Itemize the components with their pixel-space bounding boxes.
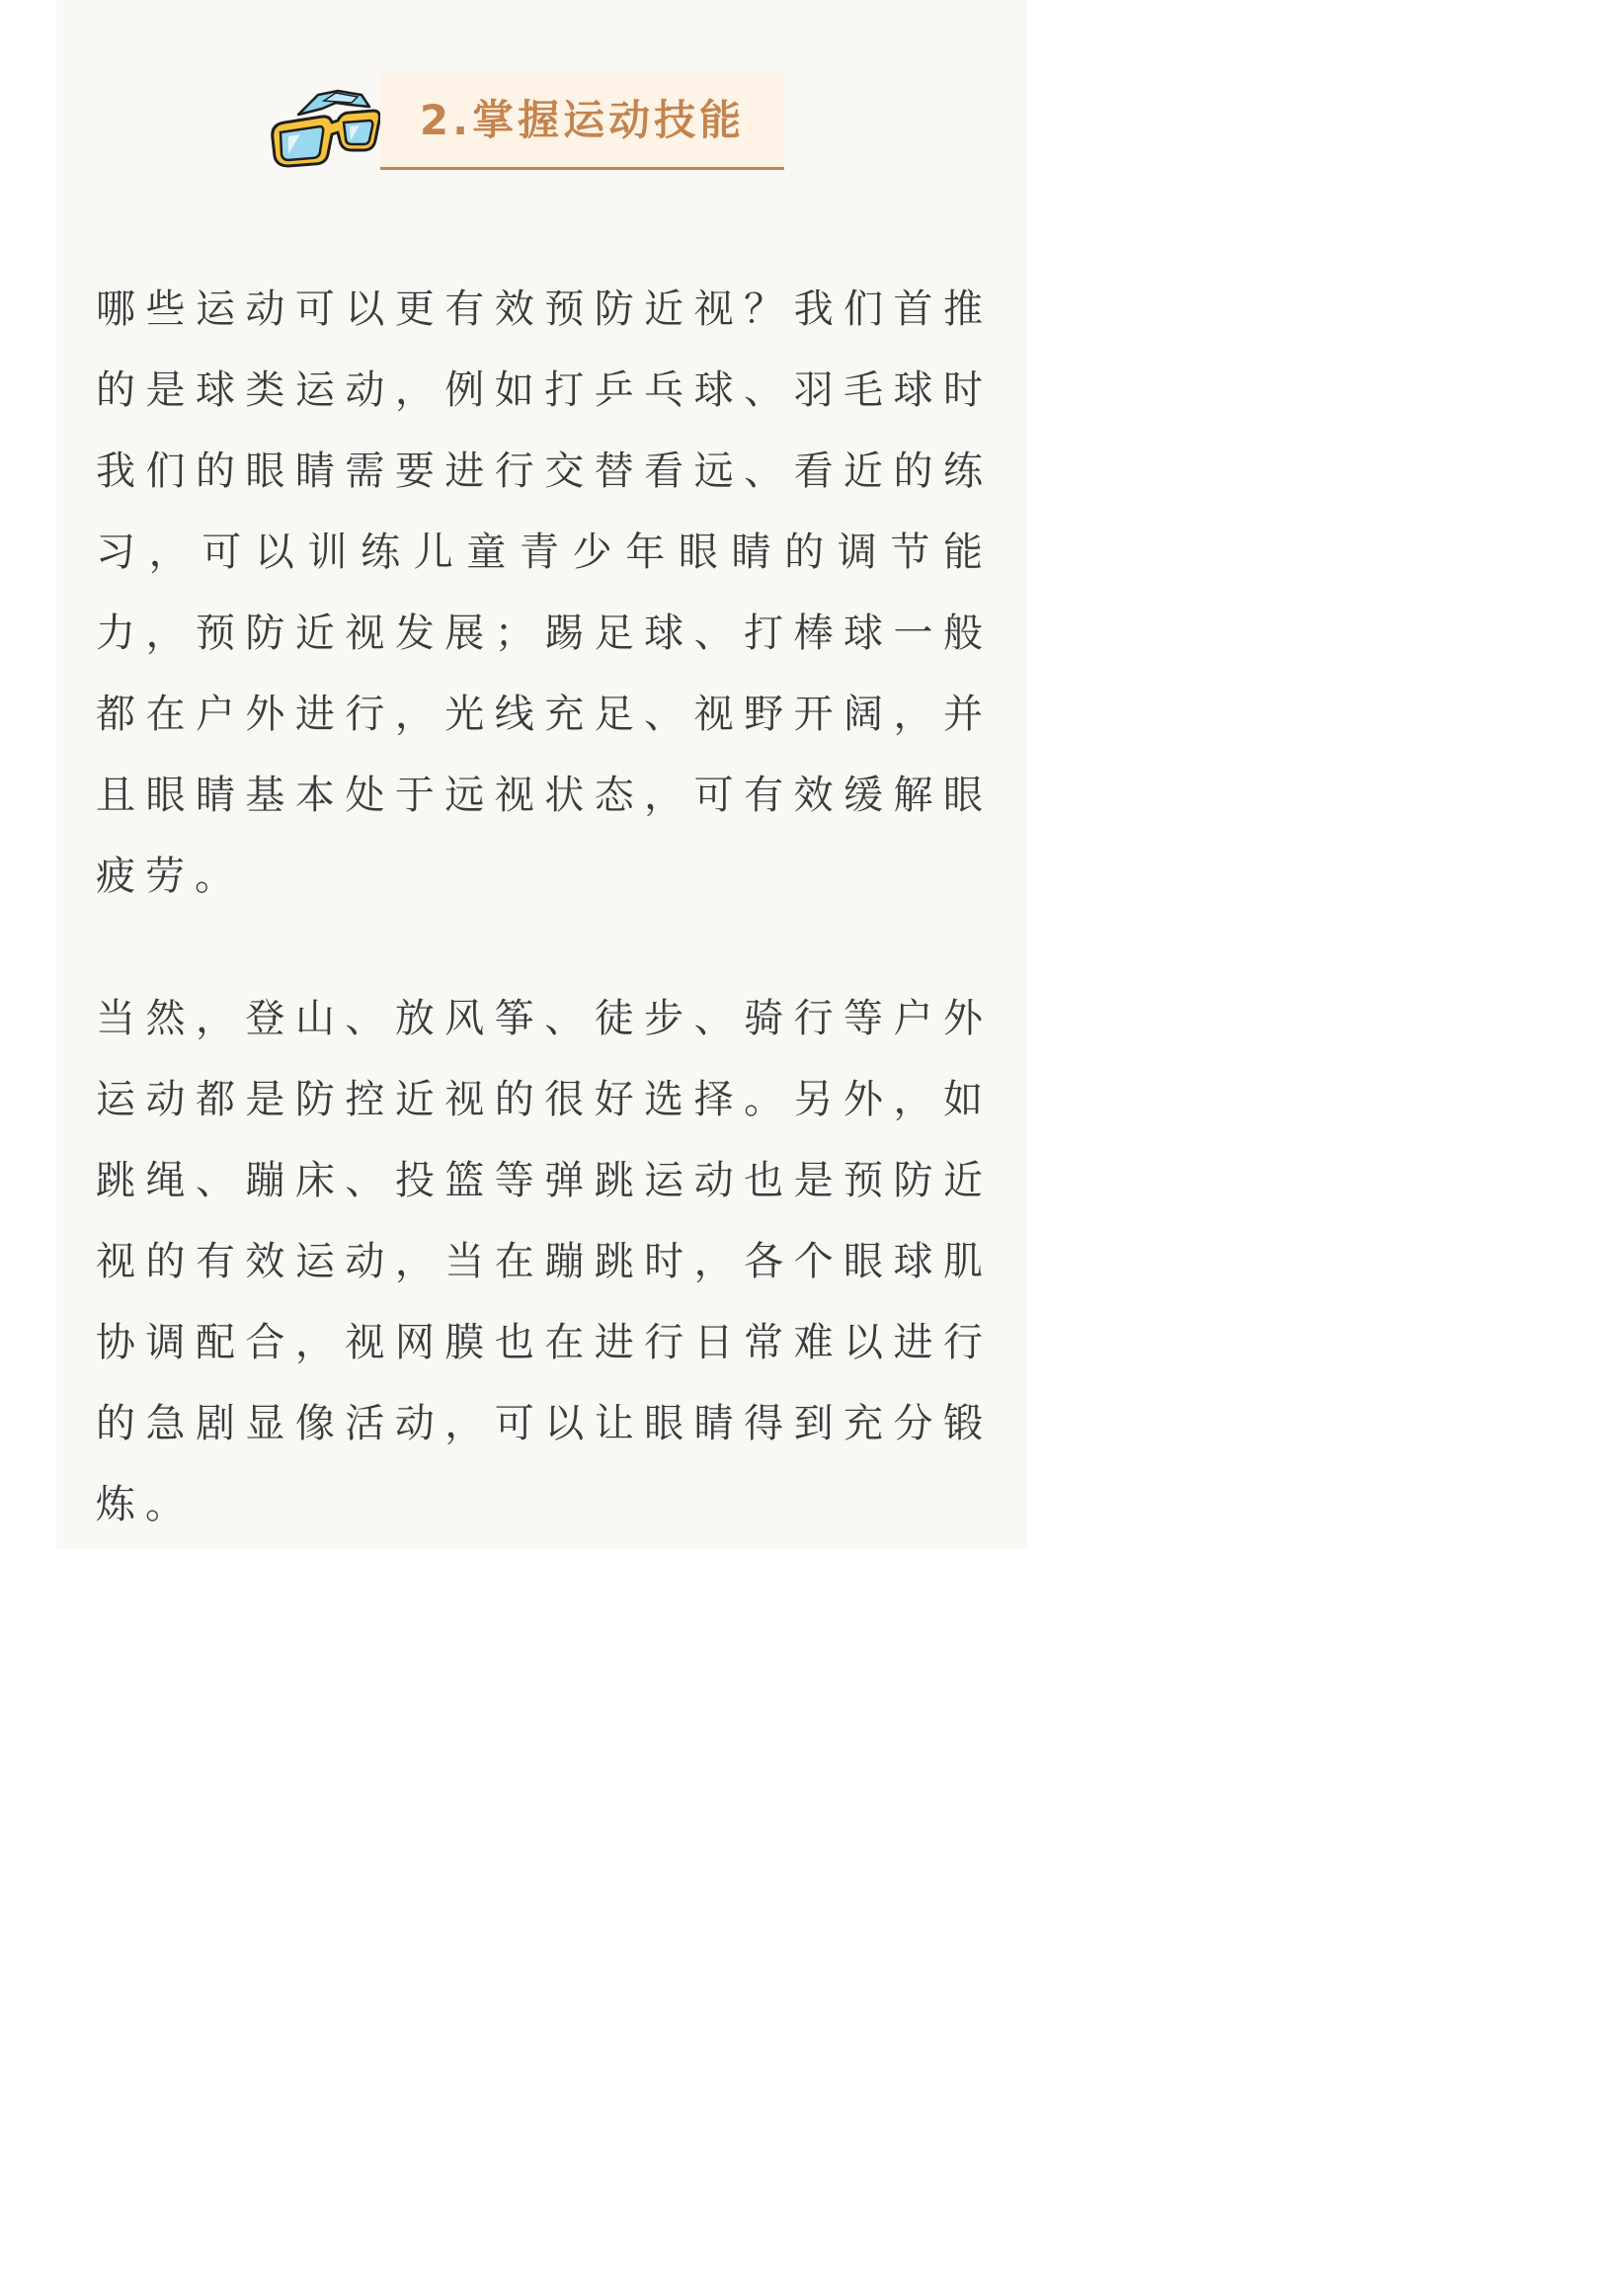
text-line: 视的有效运动，当在蹦跳时，各个眼球肌 [96,1239,983,1284]
text-line: 我们的眼睛需要进行交替看远、看近的练 [96,449,983,494]
text-line: 都在户外进行，光线充足、视野开阔，并 [96,692,983,737]
text-line: 当然，登山、放风筝、徒步、骑行等户外 [96,996,983,1041]
paragraph-2 [96,978,1004,1545]
sunglasses-icon [267,81,385,170]
text-line: 习，可以训练儿童青少年眼睛的调节能 [96,530,983,575]
text-line: 炼。 [96,1482,195,1527]
paragraph-1 [96,269,1004,917]
text-line: 的是球类运动，例如打乒乓球、羽毛球时 [96,368,983,413]
text-line: 跳绳、蹦床、投篮等弹跳运动也是预防近 [96,1158,983,1203]
section-title: 2.掌握运动技能 [419,96,746,144]
text-line: 力，预防近视发展；踢足球、打棒球一般 [96,611,983,656]
text-line: 哪些运动可以更有效预防近视？我们首推 [96,287,983,332]
section-title-box [380,71,784,170]
text-line: 疲劳。 [96,854,244,899]
text-line: 的急剧显像活动，可以让眼睛得到充分锻 [96,1401,983,1446]
text-line: 运动都是防控近视的很好选择。另外，如 [96,1077,983,1122]
text-line: 且眼睛基本处于远视状态，可有效缓解眼 [96,773,983,818]
section-header [267,69,790,178]
text-line: 协调配合，视网膜也在进行日常难以进行 [96,1320,983,1365]
